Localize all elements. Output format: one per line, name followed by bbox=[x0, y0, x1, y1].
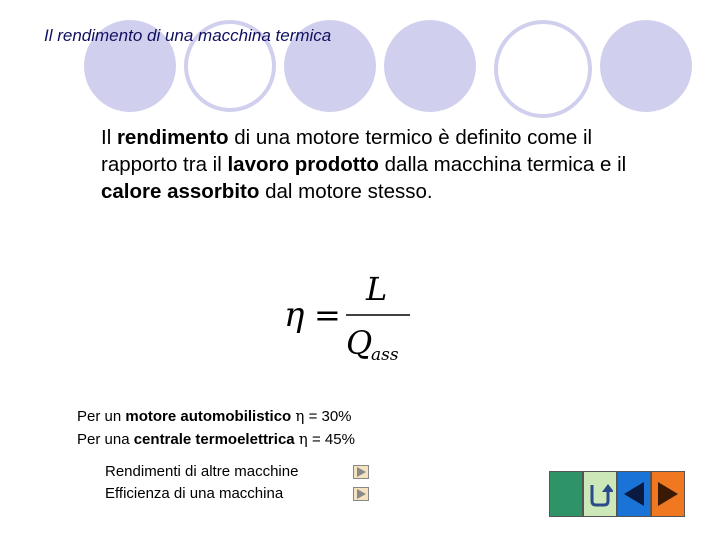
efficiency-formula bbox=[280, 268, 430, 368]
return-button[interactable] bbox=[583, 471, 617, 517]
formula-denominator: Q bbox=[346, 324, 373, 362]
link-row-efficienza bbox=[105, 483, 369, 505]
play-icon[interactable] bbox=[353, 487, 369, 501]
return-arrow-icon bbox=[587, 479, 613, 509]
link-label: Efficienza di una macchina bbox=[105, 485, 284, 502]
definition-text: Il rendimento di una motore termico è definito come il rapporto tra il lavoro prodotto dalla macchina termica e il calore assorbito dal motore stesso. bbox=[101, 126, 627, 203]
formula-subscript: ass bbox=[371, 345, 399, 365]
eta-symbol: η bbox=[295, 407, 305, 425]
formula-equals: = bbox=[314, 296, 341, 334]
example-row: Per una centrale termoelettrica η = 45% bbox=[77, 430, 355, 448]
triangle-right-icon bbox=[656, 481, 680, 507]
triangle-left-icon bbox=[622, 481, 646, 507]
play-icon[interactable] bbox=[353, 465, 369, 479]
decor-circle-4 bbox=[384, 20, 476, 112]
efficiency-examples bbox=[77, 405, 355, 451]
previous-button[interactable] bbox=[617, 471, 651, 517]
formula-eta: η bbox=[284, 295, 305, 335]
link-label: Rendimenti di altre macchine bbox=[105, 463, 299, 480]
navigation-bar bbox=[549, 471, 685, 517]
link-row-altre-macchine bbox=[105, 461, 369, 483]
decor-circle-5 bbox=[494, 20, 592, 118]
first-slide-button[interactable] bbox=[549, 471, 583, 517]
formula-numerator: L bbox=[366, 270, 388, 308]
slide-title: Il rendimento di una macchina termica bbox=[44, 26, 332, 45]
related-links bbox=[105, 461, 369, 505]
example-row: Per un motore automobilistico η = 30% bbox=[77, 407, 352, 425]
next-button[interactable] bbox=[651, 471, 685, 517]
eta-symbol: η bbox=[298, 430, 308, 448]
decor-circle-6 bbox=[600, 20, 692, 112]
